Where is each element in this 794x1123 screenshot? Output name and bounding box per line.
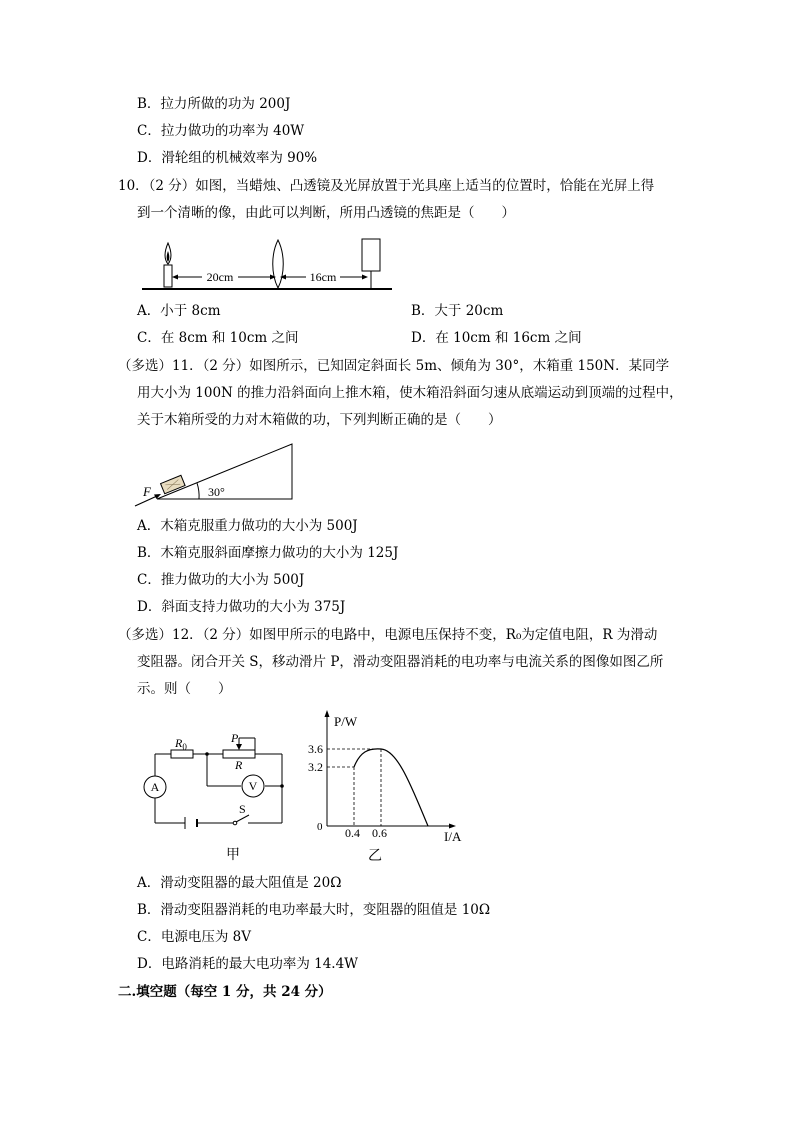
ammeter-label: A — [150, 780, 160, 794]
origin-label: 0 — [317, 821, 323, 833]
q12-option-a: A．滑动变阻器的最大阻值是 20Ω — [137, 875, 342, 891]
voltmeter-label: V — [248, 779, 258, 793]
angle-label: 30° — [208, 485, 225, 499]
q12-option-b: B．滑动变阻器消耗的电功率最大时，变阻器的阻值是 10Ω — [137, 902, 491, 918]
q11-option-a: A．木箱克服重力做功的大小为 500J — [137, 518, 358, 534]
graph-caption: 乙 — [368, 849, 382, 864]
convex-lens-icon — [273, 240, 284, 288]
battery-icon — [185, 817, 197, 829]
q11-incline-figure — [135, 438, 300, 508]
x-tick-0-4: 0.4 — [345, 826, 360, 840]
slider-p-label: P — [231, 731, 239, 745]
q12-power-current-graph — [310, 708, 480, 866]
q10-stem-line1: 10．（2 分）如图，当蜡烛、凸透镜及光屏放置于光具座上适当的位置时，恰能在光屏上得 — [118, 178, 655, 194]
force-label: F — [143, 484, 151, 499]
q9-option-b: B．拉力所做的功为 200J — [137, 96, 291, 112]
q9-option-d: D．滑轮组的机械效率为 90% — [137, 150, 318, 166]
y-axis-label: P/W — [334, 714, 358, 729]
q12-stem-line2: 变阻器。闭合开关 S，移动滑片 P，滑动变阻器消耗的电功率与电流关系的图像如图乙所 — [137, 654, 664, 670]
q11-stem-line2: 用大小为 100N 的推力沿斜面向上推木箱，使木箱沿斜面匀速从底端运动到顶端的过程中， — [137, 385, 683, 401]
r0-label: $R_0$ — [175, 736, 187, 752]
section-2-heading: 二.填空题（每空 1 分，共 24 分） — [118, 984, 332, 1000]
q12-circuit-diagram — [135, 725, 295, 865]
q11-option-d: D．斜面支持力做功的大小为 375J — [137, 599, 346, 615]
screen-icon — [362, 239, 380, 288]
y-tick-3-2: 3.2 — [308, 760, 323, 774]
distance-label-1: 20cm — [206, 270, 234, 284]
q10-option-b: B．大于 20cm — [411, 303, 504, 319]
q10-option-c: C．在 8cm 和 10cm 之间 — [137, 330, 299, 346]
q9-option-c: C．拉力做功的功率为 40W — [137, 123, 305, 139]
x-axis-label: I/A — [444, 829, 462, 844]
q11-stem-line1: （多选）11．（2 分）如图所示，已知固定斜面长 5m、倾角为 30°，木箱重 150N．某同学 — [118, 358, 670, 374]
switch-icon — [233, 815, 249, 825]
q10-option-d: D．在 10cm 和 16cm 之间 — [411, 330, 582, 346]
q12-option-d: D．电路消耗的最大电功率为 14.4W — [137, 956, 359, 972]
distance-label-2: 16cm — [309, 270, 337, 284]
x-tick-0-6: 0.6 — [372, 826, 387, 840]
q10-stem-line2: 到一个清晰的像，由此可以判断，所用凸透镜的焦距是（ ） — [137, 205, 515, 221]
candle-icon — [164, 243, 172, 287]
q10-option-a: A．小于 8cm — [137, 303, 221, 319]
switch-label: S — [239, 802, 246, 816]
q12-option-c: C．电源电压为 8V — [137, 929, 251, 945]
q12-stem-line3: 示。则（ ） — [137, 681, 232, 697]
q10-optical-bench-figure — [140, 232, 400, 294]
q11-stem-line3: 关于木箱所受的力对木箱做的功，下列判断正确的是（ ） — [137, 412, 502, 428]
q12-stem-line1: （多选）12．（2 分）如图甲所示的电路中，电源电压保持不变，R₀为定值电阻，R 为滑动 — [118, 627, 658, 643]
q11-option-b: B．木箱克服斜面摩擦力做功的大小为 125J — [137, 545, 399, 561]
y-tick-3-6: 3.6 — [308, 742, 323, 756]
q11-option-c: C．推力做功的大小为 500J — [137, 572, 305, 588]
circuit-caption: 甲 — [226, 848, 240, 863]
power-curve — [354, 749, 428, 826]
rheostat-label: R — [235, 758, 243, 772]
rheostat-r — [223, 750, 255, 758]
